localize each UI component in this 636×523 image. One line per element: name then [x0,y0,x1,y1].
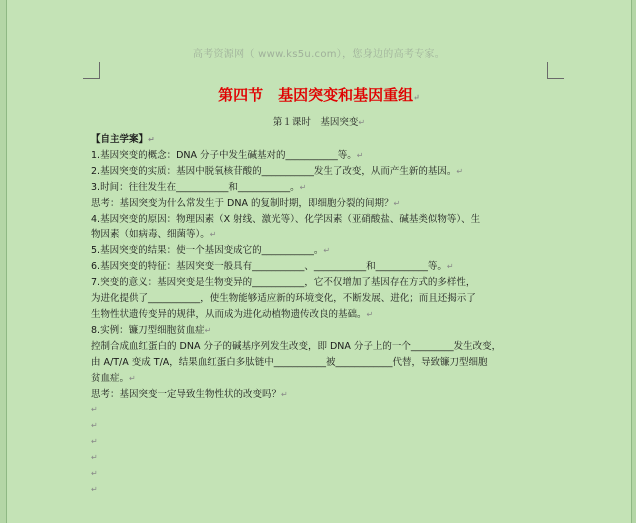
text-line: 4.基因突变的原因：物理因素（X 射线、激光等）、化学因素（亚硝酸盐、碱基类似物等）、生 [91,213,481,225]
lesson-subtitle: 第１课时 基因突变↵ [272,117,366,128]
text-line: 5.基因突变的结果：使一个基因变成它的___________。↵ [91,245,331,257]
document-body [91,132,561,498]
empty-paragraph: ↵ [91,421,98,431]
text-line: 为进化提供了___________，使生物能够适应新的环境变化，不断发展、进化；而且还揭示了 [91,293,476,305]
empty-paragraph: ↵ [91,453,98,463]
text-line: 【自主学案】↵ [91,134,155,145]
text-line: 思考：基因突变一定导致生物性状的改变吗？↵ [91,388,288,400]
text-line: 由 A/T/A 变成 T/A，结果血红蛋白多肽链中___________被____________代替，导致镰刀型细胞 [91,356,488,368]
section-title: 第四节 基因突变和基因重组↵ [218,86,420,104]
text-line: 6.基因突变的特征：基因突变一般具有___________、___________和___________等。↵ [91,261,454,273]
text-line: 物因素（如病毒、细菌等）。↵ [91,229,217,241]
text-line: 7.突变的意义：基因突变是生物变异的___________，它不仅增加了基因存在方式的多样性， [91,277,476,289]
crop-mark-top-left [83,62,100,79]
text-line: 贫血症。↵ [91,372,136,384]
text-line: 生物性状遗传变异的规律，从而成为进化动植物遗传改良的基础。↵ [91,308,374,320]
text-line: 1.基因突变的概念：DNA 分子中发生碱基对的___________等。↵ [91,149,364,161]
empty-paragraph: ↵ [91,484,98,494]
text-line: 8.实例：镰刀型细胞贫血症↵ [91,324,212,336]
crop-mark-top-right [547,62,564,79]
empty-paragraph: ↵ [91,405,98,415]
empty-paragraph: ↵ [91,437,98,447]
text-line: 控制合成血红蛋白的 DNA 分子的碱基序列发生改变，即 DNA 分子上的一个_________发生改变， [91,340,502,352]
empty-paragraph: ↵ [91,469,98,479]
text-line: 3.时间：往往发生在___________和___________。↵ [91,181,307,193]
document-page [6,0,632,523]
text-line: 思考：基因突变为什么常发生于 DNA 的复制时期，即细胞分裂的间期？↵ [91,197,401,209]
page-header: 高考资源网（ www.ks5u.com），您身边的高考专家。 [192,49,446,60]
text-line: 2.基因突变的实质：基因中脱氧核苷酸的___________发生了改变，从而产生新的基因。↵ [91,165,464,177]
